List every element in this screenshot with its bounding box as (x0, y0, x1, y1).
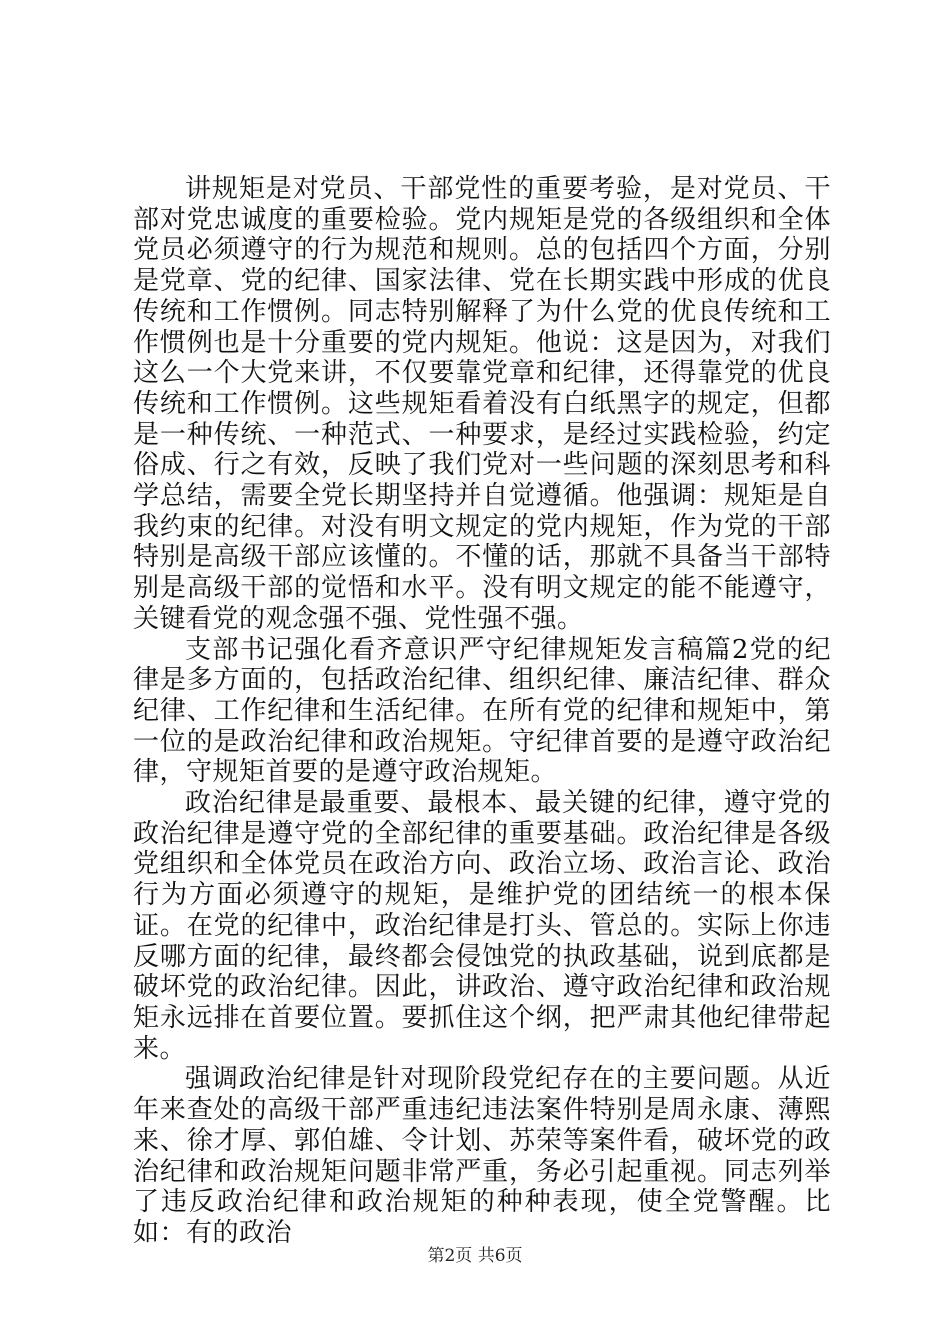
paragraph-4: 强调政治纪律是针对现阶段党纪存在的主要问题。从近年来查处的高级干部严重违纪违法案件特别是周永康、薄熙来、徐才厚、郭伯雄、令计划、苏荣等案件看，破坏党的政治纪律和政治规矩问题非常严重，务必引起重视。同志列举了违反政治纪律和政治规矩的种种表现，使全党警醒。比如：有的政治 (133, 1064, 831, 1248)
page-number-footer: 第2页 共6页 (427, 1246, 523, 1266)
paragraph-2: 支部书记强化看齐意识严守纪律规矩发言稿篇2党的纪律是多方面的，包括政治纪律、组织纪律、廉洁纪律、群众纪律、工作纪律和生活纪律。在所有党的纪律和规矩中，第一位的是政治纪律和政治规矩。守纪律首要的是遵守政治纪律，守规矩首要的是遵守政治规矩。 (133, 634, 831, 788)
document-body (133, 174, 831, 1249)
paragraph-3: 政治纪律是最重要、最根本、最关键的纪律，遵守党的政治纪律是遵守党的全部纪律的重要基础。政治纪律是各级党组织和全体党员在政治方向、政治立场、政治言论、政治行为方面必须遵守的规矩，是维护党的团结统一的根本保证。在党的纪律中，政治纪律是打头、管总的。实际上你违反哪方面的纪律，最终都会侵蚀党的执政基础，说到底都是破坏党的政治纪律。因此，讲政治、遵守政治纪律和政治规矩永远排在首要位置。要抓住这个纲，把严肃其他纪律带起来。 (133, 788, 831, 1064)
paragraph-1: 讲规矩是对党员、干部党性的重要考验，是对党员、干部对党忠诚度的重要检验。党内规矩是党的各级组织和全体党员必须遵守的行为规范和规则。总的包括四个方面，分别是党章、党的纪律、国家法律、党在长期实践中形成的优良传统和工作惯例。同志特别解释了为什么党的优良传统和工作惯例也是十分重要的党内规矩。他说：这是因为，对我们这么一个大党来讲，不仅要靠党章和纪律，还得靠党的优良传统和工作惯例。这些规矩看着没有白纸黑字的规定，但都是一种传统、一种范式、一种要求，是经过实践检验，约定俗成、行之有效，反映了我们党对一些问题的深刻思考和科学总结，需要全党长期坚持并自觉遵循。他强调：规矩是自我约束的纪律。对没有明文规定的党内规矩，作为党的干部特别是高级干部应该懂的。不懂的话，那就不具备当干部特别是高级干部的觉悟和水平。没有明文规定的能不能遵守，关键看党的观念强不强、党性强不强。 (133, 174, 831, 634)
